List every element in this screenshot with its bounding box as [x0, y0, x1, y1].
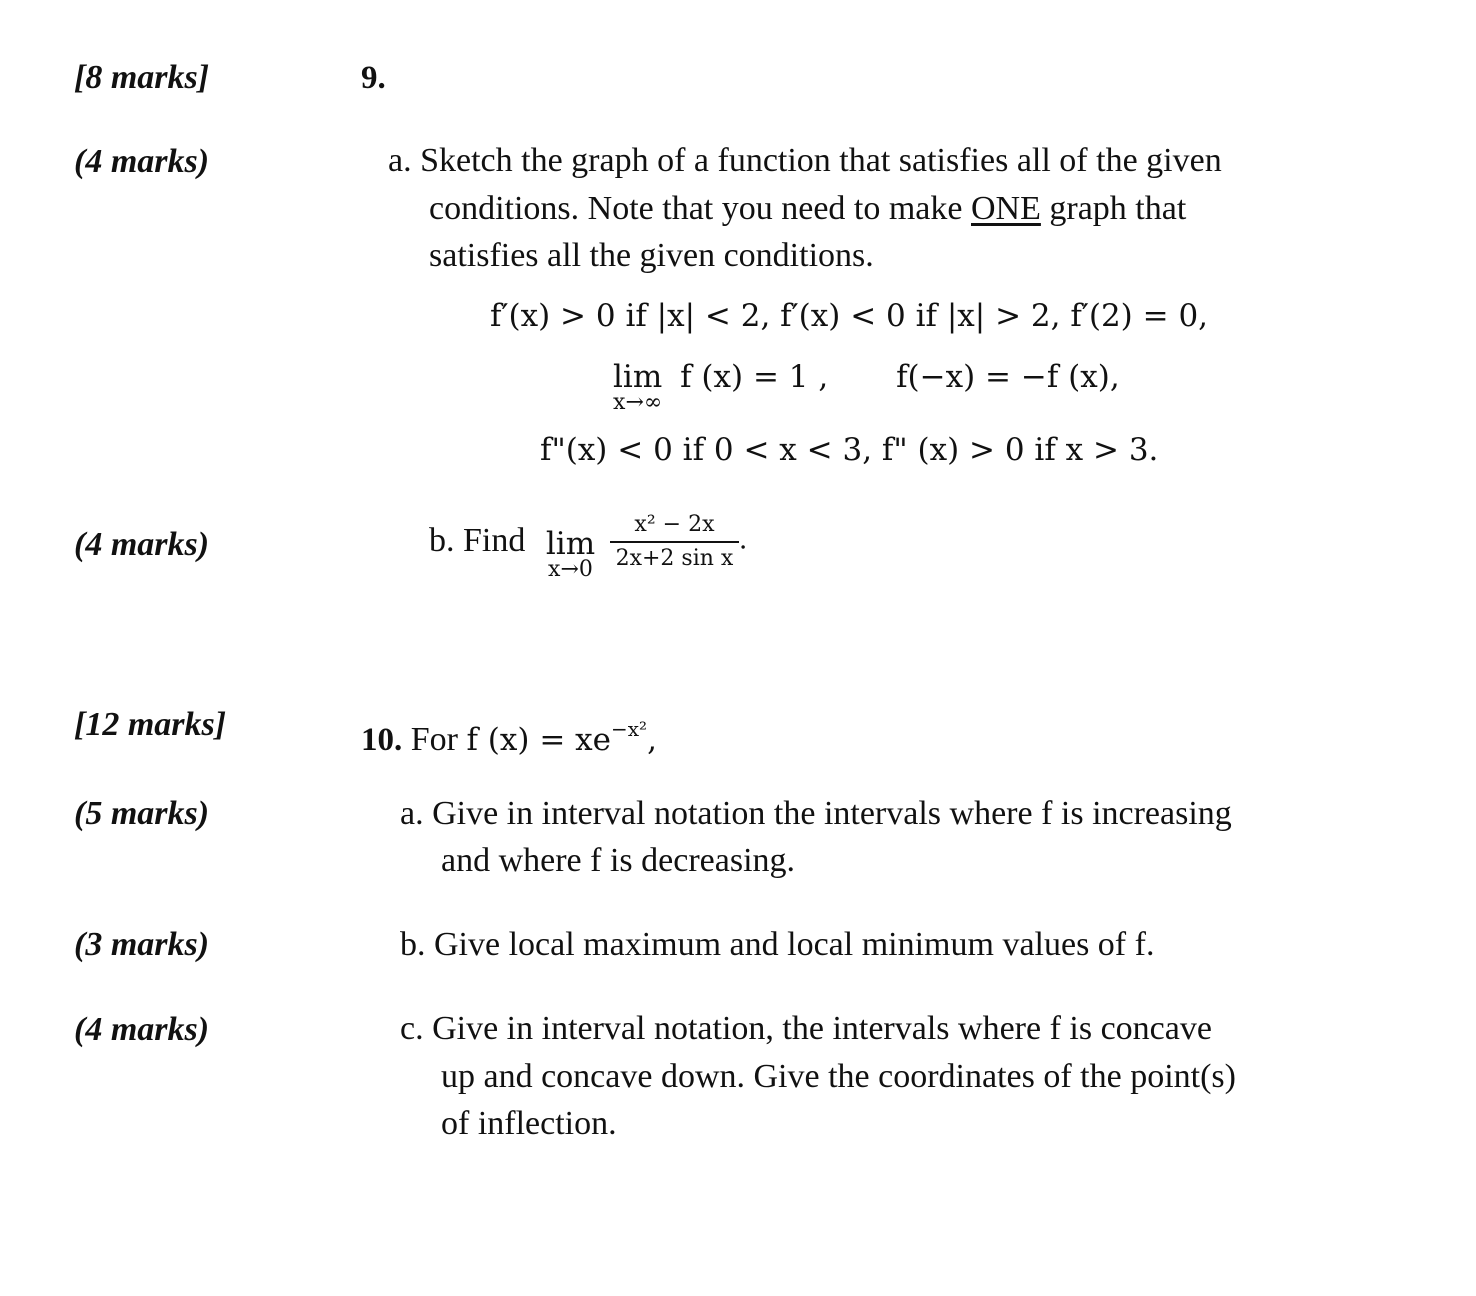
q9b-expression: [429, 510, 747, 582]
q10-stem-pre: For: [402, 721, 467, 758]
q10b-line1: b. Give local maximum and local minimum values of f.: [400, 926, 1155, 963]
q10c-marks: (4 marks): [74, 1011, 210, 1048]
q10-exponent: −x²: [611, 717, 648, 741]
q9b-period: .: [739, 522, 747, 556]
q9a-intro-line2-post: graph that: [1040, 190, 1187, 227]
q9a-odd-condition: f(−x) = −f (x),: [896, 359, 1120, 395]
q9a-marks: (4 marks): [74, 143, 210, 180]
q10-number: 10.: [361, 722, 403, 758]
q10c-line3: of inflection.: [441, 1105, 617, 1142]
q9b-limit-subscript: x→0: [548, 557, 593, 582]
q9a-intro-line2-underlined: ONE: [971, 190, 1041, 227]
q10-total-marks: [12 marks]: [74, 706, 227, 743]
q9-total-marks: [8 marks]: [74, 59, 210, 96]
q9b-marks: (4 marks): [74, 526, 210, 563]
q10a-marks: (5 marks): [74, 795, 210, 832]
q9b-limit: [546, 526, 595, 582]
q10-stem-post: ,: [647, 722, 657, 758]
q10a-line2: and where f is decreasing.: [441, 842, 796, 879]
q9a-intro-line1: a. Sketch the graph of a function that satisfies all of the given: [388, 142, 1222, 179]
q9a-limit-word: lim: [613, 359, 663, 395]
q9a-intro-line3: satisfies all the given conditions.: [429, 237, 874, 274]
q10-stem: [361, 706, 657, 764]
q10c-line1: c. Give in interval notation, the intervals where f is concave: [400, 1010, 1212, 1047]
q10-function: f (x) = xe: [466, 722, 611, 758]
q9a-condition-line3: f"(x) < 0 if 0 < x < 3, f" (x) > 0 if x > 3.: [540, 432, 1159, 468]
q9b-prefix: b. Find: [429, 522, 526, 559]
q10a-line1: a. Give in interval notation the intervals where f is increasing: [400, 795, 1232, 832]
q9b-numerator: x² − 2x: [610, 512, 740, 543]
q9-number: 9.: [361, 60, 386, 96]
q9a-intro-line2-pre: conditions. Note that you need to make: [429, 190, 971, 227]
q9a-condition-line1: f′(x) > 0 if |x| < 2, f′(x) < 0 if |x| > 2, f′(2) = 0,: [490, 298, 1209, 334]
q9a-limit-subscript: x→∞: [613, 390, 663, 415]
q9b-fraction: [610, 512, 740, 571]
q9a-limit: [613, 359, 662, 415]
q9b-denominator: 2x+2 sin x: [615, 546, 734, 571]
q9a-intro-line2: [429, 185, 1186, 232]
q9a-condition-line2: [613, 359, 1120, 415]
q10c-line2: up and concave down. Give the coordinates of the point(s): [441, 1058, 1236, 1095]
q10b-marks: (3 marks): [74, 926, 210, 963]
q9a-limit-value: f (x) = 1 ,: [680, 359, 829, 395]
q9b-limit-word: lim: [545, 526, 596, 562]
